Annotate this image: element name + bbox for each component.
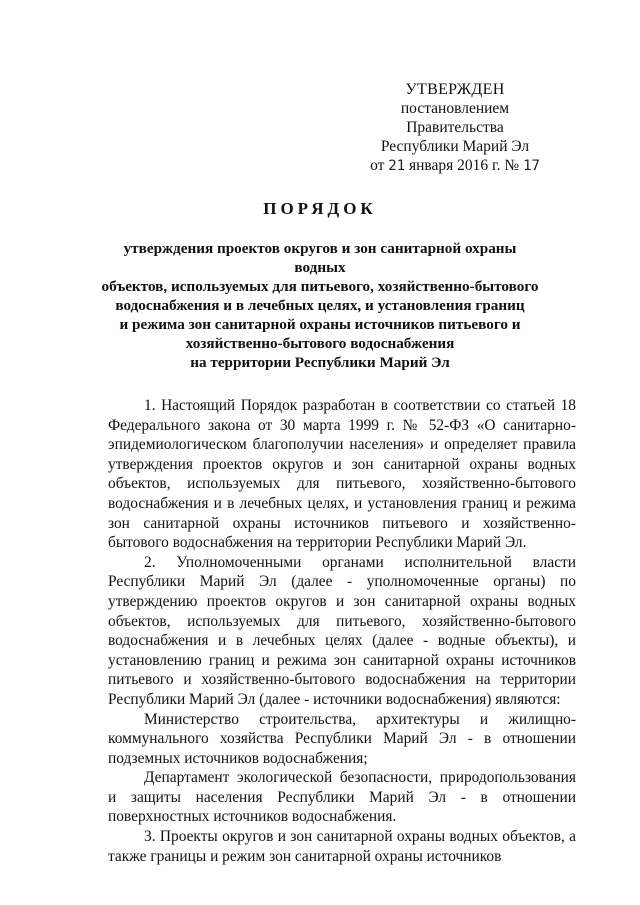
- subtitle-line: хозяйственно-бытового водоснабжения: [185, 335, 455, 352]
- paragraph: Департамент экологической безопасности, природопользования и защиты населения Республики Марий Эл - в отношении поверхностных источников водоснабжения.: [108, 769, 576, 826]
- document-subtitle: [100, 239, 540, 372]
- date-prefix: от: [370, 157, 385, 174]
- approval-block: [360, 80, 550, 176]
- paragraph: 3. Проекты округов и зон санитарной охраны водных объектов, а также границы и режим зон санитарной охраны источников: [108, 828, 576, 865]
- approval-line-1: постановлением Правительства: [400, 100, 510, 136]
- approval-line-2: Республики Марий Эл: [380, 138, 530, 155]
- approval-stamp: УТВЕРЖДЕН: [405, 81, 505, 98]
- paragraph: Министерство строительства, архитектуры и жилищно-коммунального хозяйства Республики Марий Эл - в отношении подземных источников водоснабжения;: [108, 710, 576, 767]
- subtitle-line: водоснабжения и в лечебных целях, и установления границ: [115, 297, 525, 314]
- subtitle-line: объектов, используемых для питьевого, хозяйственно-бытового: [101, 278, 539, 295]
- date-day: 21: [388, 158, 406, 174]
- date-number: 17: [523, 158, 540, 174]
- subtitle-line: и режима зон санитарной охраны источников питьевого и: [119, 316, 521, 333]
- subtitle-line: утверждения проектов округов и зон санитарной охраны водных: [123, 240, 517, 276]
- date-middle: января 2016 г. №: [409, 157, 520, 174]
- document-body: [108, 396, 576, 866]
- approval-date: [360, 156, 550, 176]
- subtitle-line: на территории Республики Марий Эл: [190, 354, 450, 371]
- paragraph: 1. Настоящий Порядок разработан в соответствии со статьей 18 Федерального закона от 30 марта 1999 г. № 52-ФЗ «О санитарно-эпидемиологическом благополучии населения» и определяет правила утверждения проектов округов и зон санитарной охраны водных объектов, используемых для питьевого, хозяйственно-бытового водоснабжения и в лечебных целях, и установления границ и режима зон санитарной охраны источников питьевого и хозяйственно-бытового водоснабжения на территории Республики Марий Эл.: [108, 397, 576, 552]
- document-title: ПОРЯДОК: [263, 199, 377, 218]
- paragraph: 2. Уполномоченными органами исполнительной власти Республики Марий Эл (далее - уполномоченные органы) по утверждению проектов округов и зон санитарной охраны водных объектов, используемых для питьевого, хозяйственно-бытового водоснабжения и в лечебных целях (далее - водные объекты), и установлению границ и режима зон санитарной охраны источников питьевого и хозяйственно-бытового водоснабжения на территории Республики Марий Эл (далее - источники водоснабжения) являются:: [108, 553, 576, 708]
